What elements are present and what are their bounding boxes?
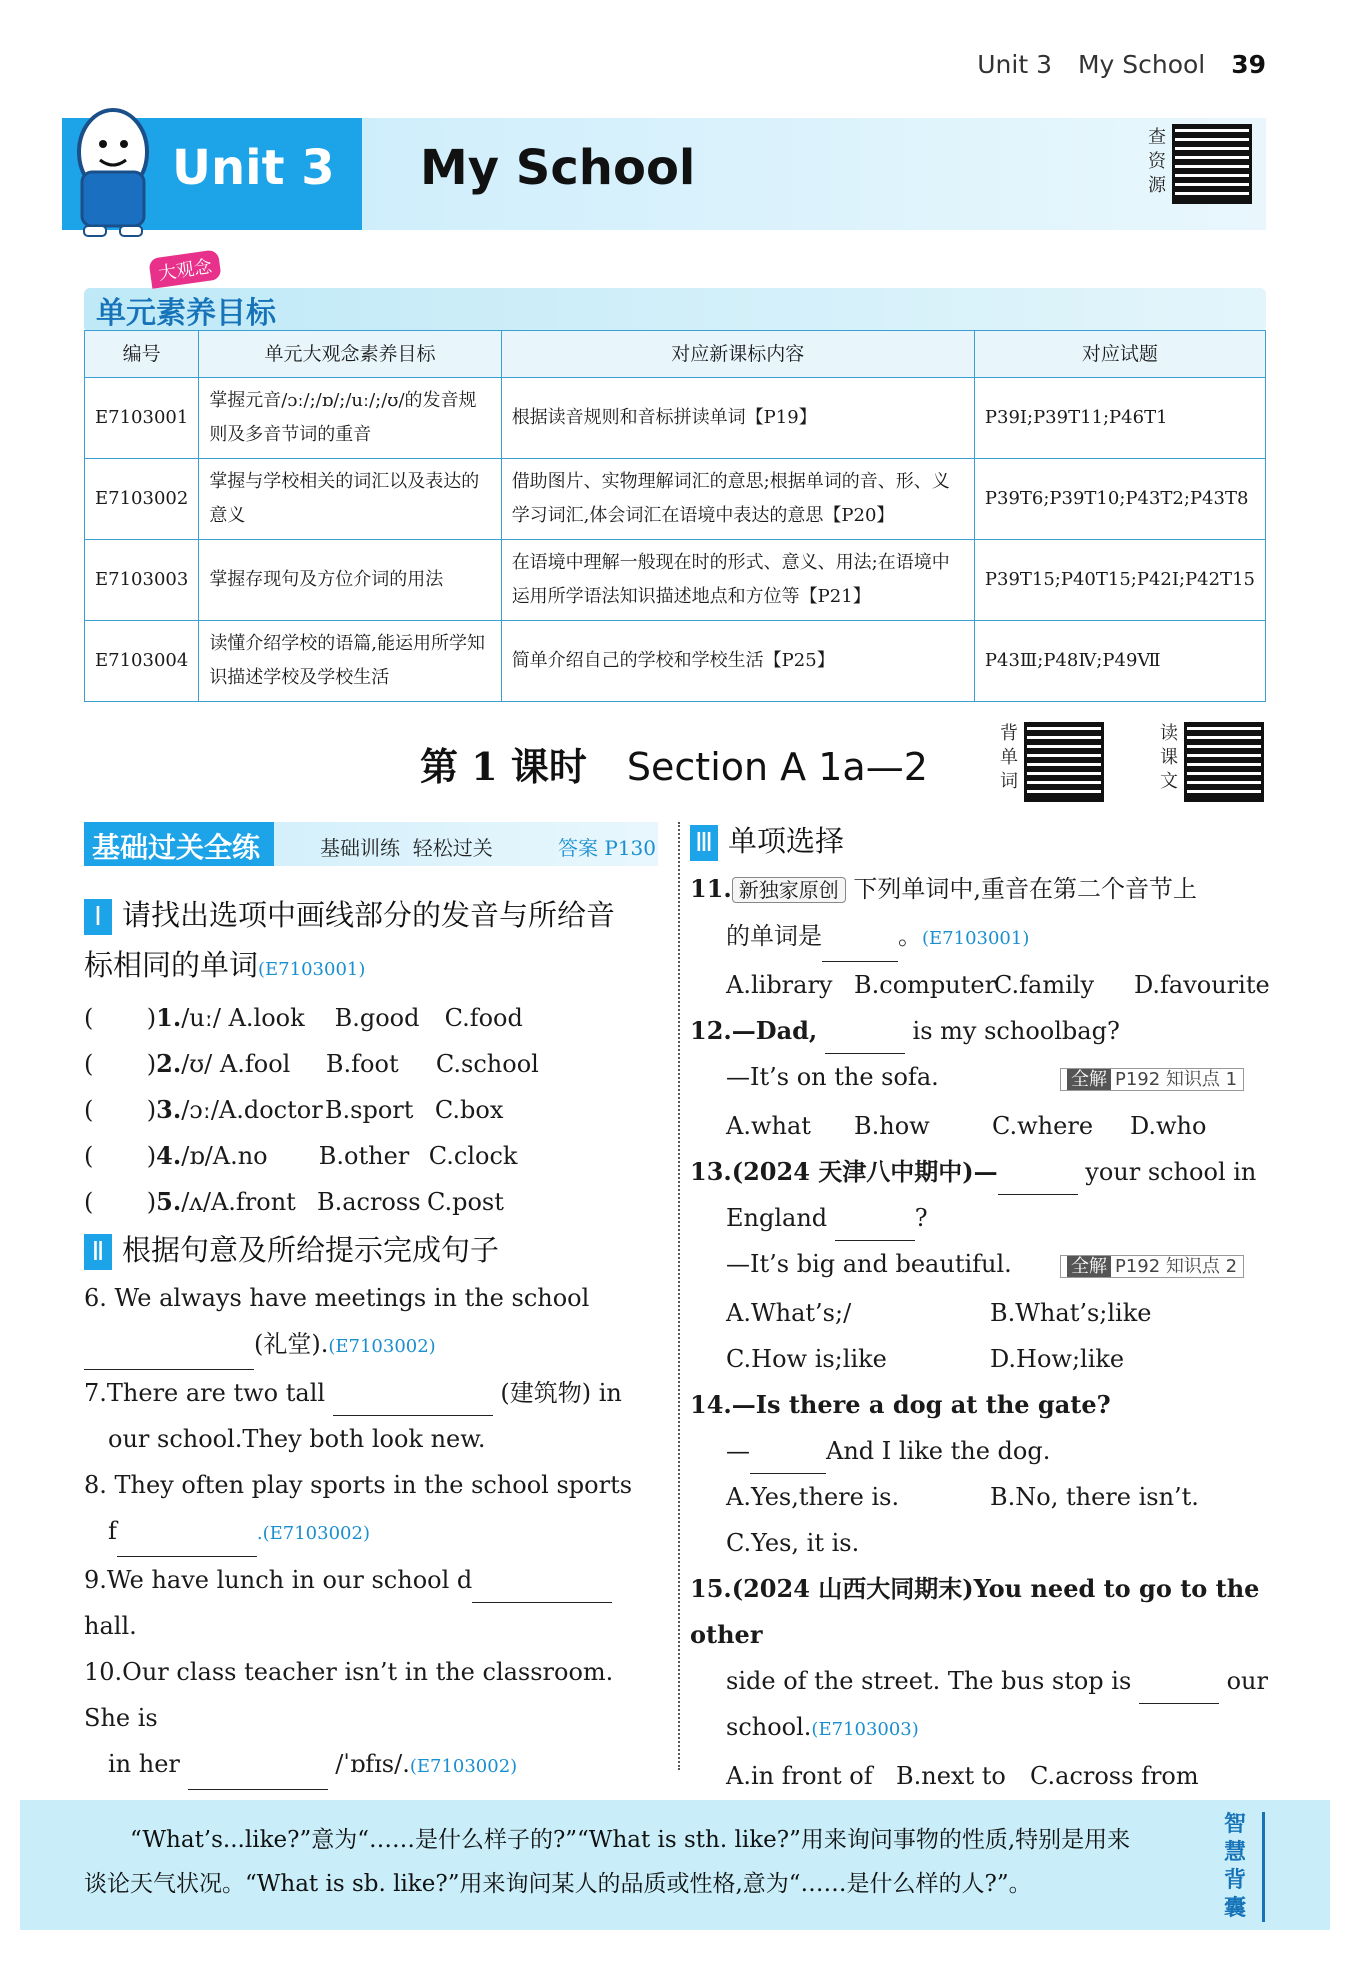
running-head-unit: Unit 3 — [977, 50, 1052, 79]
cell-items: P43Ⅲ;P48Ⅳ;P49Ⅶ — [974, 621, 1265, 702]
reference-tag: 全解 P192 知识点 1 — [1060, 1068, 1244, 1091]
practice-answer: 答案 P130 — [558, 836, 656, 860]
question-13-options-a: A.What’s;/ B.What’s;like — [726, 1299, 1152, 1327]
cell-goal: 掌握与学校相关的词汇以及表达的意义 — [199, 459, 501, 540]
part1-title-cont: 标相同的单词(E7103001) — [84, 948, 366, 982]
original-tag: 新独家原创 — [732, 877, 846, 903]
practice-title: 基础过关全练 — [92, 831, 261, 864]
question-14-options-a: A.Yes,there is. B.No, there isn’t. — [726, 1483, 1199, 1511]
question-13-cont2: —It’s big and beautiful. 全解 P192 知识点 2 — [690, 1241, 1270, 1290]
question-8-cont: f .(E7103002) — [84, 1508, 664, 1557]
lesson-section: Section A 1a—2 — [626, 745, 928, 789]
qr-code-resource[interactable] — [1172, 124, 1252, 204]
answer-blank[interactable] — [1139, 1703, 1219, 1704]
qr-label-text: 读 课 文 — [1160, 723, 1178, 792]
question-15-cont2: school.(E7103003) — [726, 1713, 919, 1741]
tip-text — [84, 1818, 1204, 1906]
header-standard: 对应新课标内容 — [501, 331, 974, 378]
list-item: ( )1./uː/ A.look B.good C.food — [84, 1003, 523, 1032]
goal-badge: 大观念 — [148, 249, 221, 288]
table-row — [85, 459, 1266, 540]
question-13: 13.(2024 天津八中期中)— your school in — [690, 1149, 1270, 1195]
list-item: ( )3./ɔː/A.doctorB.sport C.box — [84, 1095, 504, 1124]
tip-label-rule — [1262, 1812, 1265, 1922]
cell-standard: 在语境中理解一般现在时的形式、意义、用法;在语境中运用所学语法知识描述地点和方位等【P21】 — [501, 540, 974, 621]
cell-standard: 简单介绍自己的学校和学校生活【P25】 — [501, 621, 974, 702]
cell-standard: 借助图片、实物理解词汇的意思;根据单词的音、形、义学习词汇,体会词汇在语境中表达的意思【P20】 — [501, 459, 974, 540]
question-14-cont: — And I like the dog. — [690, 1428, 1270, 1474]
header-items: 对应试题 — [974, 331, 1265, 378]
answer-blank[interactable] — [472, 1602, 612, 1603]
question-15-cont: side of the street. The bus stop is our — [690, 1658, 1270, 1704]
part1-title: Ⅰ 请找出选项中画线部分的发音与所给音 — [84, 890, 664, 940]
question-7: 7.There are two tall (建筑物) in — [84, 1370, 664, 1416]
question-9: 9.We have lunch in our school dhall. — [84, 1557, 664, 1649]
cell-standard: 根据读音规则和音标拼读单词【P19】 — [501, 378, 974, 459]
header-goal: 单元大观念素养目标 — [199, 331, 501, 378]
table-row — [85, 621, 1266, 702]
question-14: 14.—Is there a dog at the gate? — [690, 1390, 1111, 1419]
cell-id: E7103003 — [85, 540, 199, 621]
unit-number: Unit 3 — [172, 140, 335, 196]
question-12: 12.—Dad, is my schoolbag? — [690, 1008, 1270, 1054]
part1 — [84, 890, 664, 1790]
tip-label: 智 慧 背 囊 — [1224, 1811, 1247, 1921]
cell-id: E7103001 — [85, 378, 199, 459]
goals-table — [84, 330, 1266, 702]
column-divider — [678, 822, 680, 1770]
part3-title: Ⅲ 单项选择 — [690, 816, 1270, 866]
question-13-cont: England ? — [690, 1195, 1270, 1241]
question-6: 6. We always have meetings in the school — [84, 1284, 590, 1312]
cell-id: E7103004 — [85, 621, 199, 702]
cell-items: P39T6;P39T10;P43T2;P43T8 — [974, 459, 1265, 540]
question-12-options: A.what B.how C.where D.who — [726, 1112, 1207, 1140]
cell-items: P39Ⅰ;P39T11;P46T1 — [974, 378, 1265, 459]
question-15-options: A.in front of B.next to C.across from — [726, 1762, 1199, 1790]
cell-goal: 读懂介绍学校的语篇,能运用所学知识描述学校及学校生活 — [199, 621, 501, 702]
question-14-options-b: C.Yes, it is. — [726, 1529, 860, 1557]
list-item: ( )4./ɒ/A.no B.other C.clock — [84, 1141, 518, 1170]
question-15: 15.(2024 山西大同期末)You need to go to the other — [690, 1574, 1260, 1649]
question-11: 11. 新独家原创 下列单词中,重音在第二个音节上 — [690, 874, 1198, 903]
question-11-cont: 的单词是 。(E7103001) — [690, 913, 1270, 962]
answer-blank[interactable] — [998, 1194, 1078, 1195]
running-head-title: My School — [1077, 50, 1206, 79]
part2-title: Ⅱ 根据句意及所给提示完成句子 — [84, 1225, 664, 1275]
part3 — [690, 816, 1270, 1799]
question-12-cont: —It’s on the sofa. 全解 P192 知识点 1 — [690, 1054, 1270, 1103]
qr-label-resource: 查 资 源 — [1148, 127, 1166, 196]
table-row — [85, 378, 1266, 459]
practice-sub: 基础训练 轻松过关 — [320, 836, 493, 860]
goals-header-row — [85, 331, 1266, 378]
cell-items: P39T15;P40T15;P42Ⅰ;P42T15 — [974, 540, 1265, 621]
tip-line-1: “What’s...like?”意为“……是什么样子的?”“What is sth. like?”用来询问事物的性质,特别是用来 — [130, 1827, 1131, 1853]
goal-title: 单元素养目标 — [96, 296, 276, 331]
question-8: 8. They often play sports in the school sports — [84, 1471, 633, 1499]
question-7-cont: our school.They both look new. — [108, 1425, 486, 1453]
question-6-cont: (礼堂).(E7103002) — [84, 1321, 664, 1370]
page-number: 39 — [1231, 50, 1266, 79]
cell-goal: 掌握元音/ɔː/;/ɒ/;/uː/;/ʊ/的发音规则及多音节词的重音 — [199, 378, 501, 459]
question-10: 10.Our class teacher isn’t in the classroom. She is — [84, 1658, 614, 1732]
running-head — [977, 50, 1266, 79]
lesson-title — [420, 736, 928, 791]
question-10-cont: in her /ˈɒfɪs/.(E7103002) — [84, 1741, 664, 1790]
reference-tag: 全解 P192 知识点 2 — [1060, 1255, 1244, 1278]
question-13-options-b: C.How is;like D.How;like — [726, 1345, 1125, 1373]
cell-id: E7103002 — [85, 459, 199, 540]
table-row — [85, 540, 1266, 621]
list-item: ( )5./ʌ/A.front B.across C.post — [84, 1187, 504, 1216]
qr-code-words[interactable] — [1024, 722, 1104, 802]
mascot-icon — [58, 92, 168, 242]
qr-code-text[interactable] — [1184, 722, 1264, 802]
lesson-number: 第 1 课时 — [420, 744, 587, 789]
qr-label-words: 背 单 词 — [1000, 723, 1018, 792]
cell-goal: 掌握存现句及方位介词的用法 — [199, 540, 501, 621]
header-id: 编号 — [85, 331, 199, 378]
answer-blank[interactable] — [188, 1789, 328, 1790]
unit-title: My School — [420, 140, 696, 196]
question-11-options: A.library B.computerC.family D.favourite — [726, 971, 1270, 999]
tip-line-2: 谈论天气状况。“What is sb. like?”用来询问某人的品质或性格,意为“……是什么样的人?”。 — [84, 1871, 1032, 1897]
practice-header — [84, 822, 658, 866]
list-item: ( )2./ʊ/ A.fool B.foot C.school — [84, 1049, 539, 1078]
